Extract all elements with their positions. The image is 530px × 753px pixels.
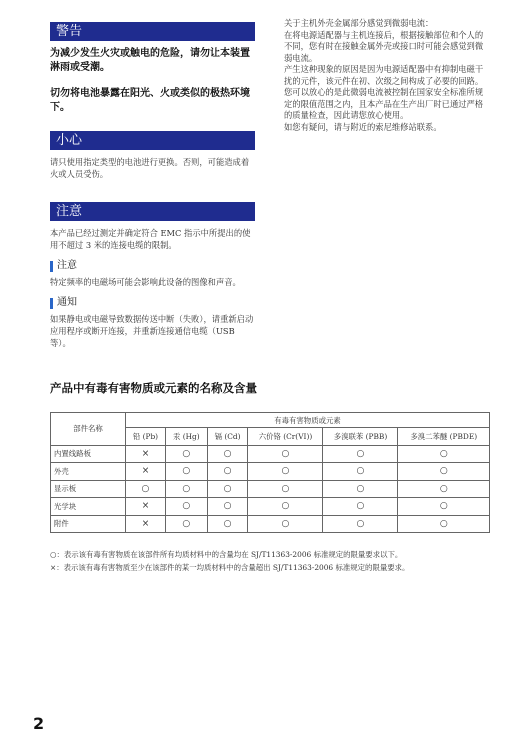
row-label: 附件 bbox=[51, 515, 126, 533]
hazard-table bbox=[50, 412, 490, 533]
sub-caution-paragraph: 特定频率的电磁场可能会影响此设备的图像和声音。 bbox=[50, 277, 241, 287]
table-cell: ○ bbox=[248, 515, 323, 533]
table-cell: ○ bbox=[323, 463, 398, 481]
table-cell: ○ bbox=[323, 498, 398, 516]
table-cell: ○ bbox=[323, 445, 398, 463]
left-column bbox=[50, 22, 255, 357]
table-cell: ○ bbox=[248, 498, 323, 516]
table-cell: ○ bbox=[323, 515, 398, 533]
column-header: 多溴联苯 (PBB) bbox=[323, 428, 398, 446]
table-row bbox=[51, 515, 490, 533]
note-exceeds: ×：表示该有毒有害物质至少在该部件的某一均质材料中的含量超出 SJ/T11363-2006 标准规定的限量要求。 bbox=[50, 563, 410, 572]
column-header: 六价铬 (Cr(VI)) bbox=[248, 428, 323, 446]
table-cell: × bbox=[126, 515, 166, 533]
right-column bbox=[284, 18, 490, 133]
row-label: 光学块 bbox=[51, 498, 126, 516]
table-cell: × bbox=[126, 498, 166, 516]
sub-heading-notice-label: 通知 bbox=[57, 297, 77, 308]
table-row bbox=[51, 463, 490, 481]
table-cell: ○ bbox=[248, 480, 323, 498]
table-row bbox=[51, 480, 490, 498]
row-label: 显示板 bbox=[51, 480, 126, 498]
table-cell: ○ bbox=[248, 445, 323, 463]
table-cell: ○ bbox=[207, 515, 248, 533]
table-cell: × bbox=[126, 463, 166, 481]
table-cell: ○ bbox=[165, 480, 207, 498]
hazard-table-title: 产品中有毒有害物质或元素的名称及含量 bbox=[50, 381, 257, 395]
table-cell: ○ bbox=[398, 498, 490, 516]
sub-heading-notice bbox=[50, 296, 255, 310]
note-compliant: ○：表示该有毒有害物质在该部件所有均质材料中的含量均在 SJ/T11363-2006 标准规定的限量要求以下。 bbox=[50, 550, 403, 559]
warning-banner: 警告 bbox=[50, 22, 255, 41]
row-label: 外壳 bbox=[51, 463, 126, 481]
notice-banner: 注意 bbox=[50, 202, 255, 221]
warning-paragraph-2: 切勿将电池暴露在阳光、火或类似的极热环境下。 bbox=[50, 88, 250, 113]
column-header: 多溴二苯醚 (PBDE) bbox=[398, 428, 490, 446]
column-header: 汞 (Hg) bbox=[165, 428, 207, 446]
table-cell: ○ bbox=[398, 445, 490, 463]
notice-paragraph: 本产品已经过测定并确定符合 EMC 指示中所提出的使用不超过 3 米的连接电缆的限制。 bbox=[50, 228, 251, 250]
table-cell: ○ bbox=[207, 445, 248, 463]
table-cell: ○ bbox=[398, 480, 490, 498]
column-header: 铅 (Pb) bbox=[126, 428, 166, 446]
substance-group-header: 有毒有害物质或元素 bbox=[126, 413, 490, 428]
part-name-header: 部件名称 bbox=[51, 413, 126, 446]
table-cell: ○ bbox=[165, 463, 207, 481]
row-label: 内置线路板 bbox=[51, 445, 126, 463]
heading-marker-icon bbox=[50, 298, 53, 309]
column-header: 镉 (Cd) bbox=[207, 428, 248, 446]
table-row bbox=[51, 445, 490, 463]
sub-heading-caution-label: 注意 bbox=[57, 260, 77, 271]
sub-heading-caution bbox=[50, 259, 255, 273]
table-cell: ○ bbox=[165, 498, 207, 516]
table-cell: ○ bbox=[165, 515, 207, 533]
table-cell: ○ bbox=[323, 480, 398, 498]
table-cell: ○ bbox=[207, 480, 248, 498]
table-cell: ○ bbox=[207, 498, 248, 516]
warning-paragraph-1: 为减少发生火灾或触电的危险，请勿让本装置淋雨或受潮。 bbox=[50, 48, 250, 73]
table-cell: ○ bbox=[207, 463, 248, 481]
table-row bbox=[51, 498, 490, 516]
heading-marker-icon bbox=[50, 261, 53, 272]
table-cell: ○ bbox=[248, 463, 323, 481]
caution-banner: 小心 bbox=[50, 131, 255, 150]
leakage-current-text: 关于主机外壳金属部分感觉到微弱电流： 在将电源适配器与主机连接后，根据接触部位和个人的不同，您有时在接触金属外壳或接口时可能会感觉到微弱电流。 产生这种现象的原因是因为电源适配器中有抑制电磁干扰的元件，该元件在初、次级之间构成了必要的回路。 您可以放心的是此微弱电流被控制在国家安全标准所规定的限值范围之内，且本产品在生产出厂时已通过严格的质量检查，因此请您放心使用。 如您有疑问，请与附近的索尼维修站联系。 bbox=[284, 18, 484, 132]
sub-notice-paragraph: 如果静电或电磁导致数据传送中断（失败），请重新启动应用程序或断开连接，并重新连接通信电缆（USB 等）。 bbox=[50, 314, 254, 348]
table-cell: ○ bbox=[398, 515, 490, 533]
table-cell: ○ bbox=[165, 445, 207, 463]
table-notes bbox=[50, 548, 510, 574]
table-cell: ○ bbox=[398, 463, 490, 481]
caution-paragraph: 请只使用指定类型的电池进行更换。否则，可能造成着火或人员受伤。 bbox=[50, 157, 250, 179]
page-number: 2 bbox=[33, 714, 45, 733]
table-cell: ○ bbox=[126, 480, 166, 498]
table-cell: × bbox=[126, 445, 166, 463]
